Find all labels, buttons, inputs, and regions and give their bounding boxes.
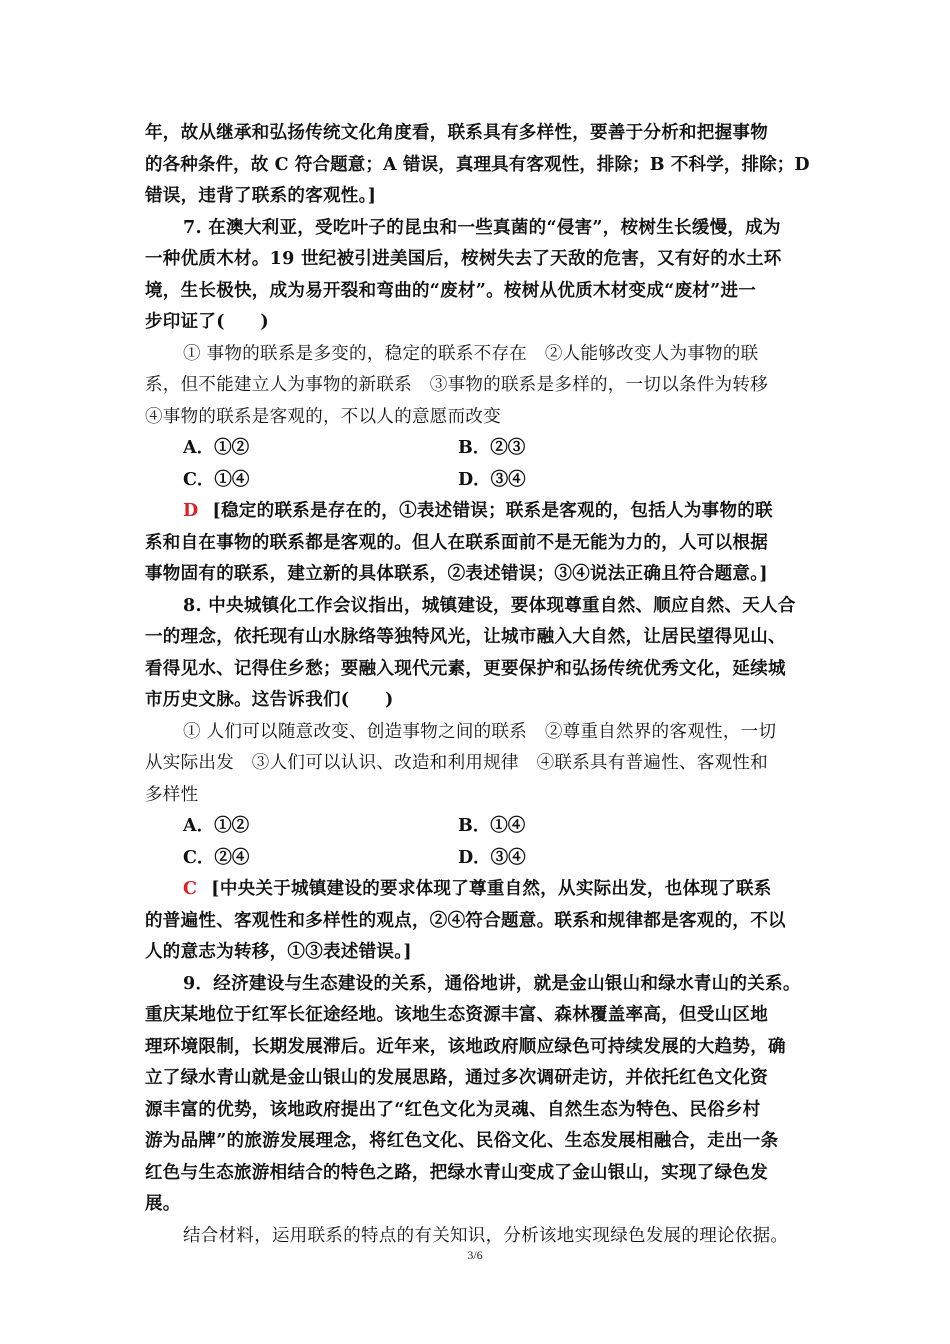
q7-stem-line: 步印证了( ) bbox=[145, 312, 269, 332]
q8-explanation-line bbox=[145, 874, 810, 906]
q8-option-c: C．②④ bbox=[183, 847, 250, 868]
q7-explanation-line: 系和自在事物的联系都是客观的。但人在联系面前不是无能为力的，人可以根据 bbox=[145, 532, 768, 553]
q9-stem-line: 红色与生态旅游相结合的特色之路，把绿水青山变成了金山银山，实现了绿色发 bbox=[145, 1162, 768, 1183]
q9-stem-line: 游为品牌”的旅游发展理念，将红色文化、民俗文化、生态发展相融合，走出一条 bbox=[145, 1131, 779, 1151]
q7-explanation-line bbox=[145, 496, 810, 528]
q8-stem-line: 看得见水、记得住乡愁；要融入现代元素，更要保护和弘扬传统优秀文化，延续城 bbox=[145, 658, 786, 679]
q7-statement-line: 系，但不能建立人为事物的新联系 ③事物的联系是多样的，一切以条件为转移 bbox=[145, 375, 768, 395]
q8-statement-line: 从实际出发 ③人们可以认识、改造和利用规律 ④联系具有普遍性、客观性和 bbox=[145, 753, 768, 773]
q7-option-a: A．①② bbox=[183, 438, 250, 458]
q8-explanation-line: 人的意志为转移，①③表述错误。] bbox=[145, 942, 412, 962]
q8-option-b: B．①④ bbox=[458, 816, 526, 836]
q8-options-row bbox=[145, 811, 810, 843]
q7-statement-line: ④事物的联系是客观的，不以人的意愿而改变 bbox=[145, 406, 501, 427]
q9-stem-line: 重庆某地位于红军长征途经地。该地生态资源丰富、森林覆盖率高，但受山区地 bbox=[145, 1005, 768, 1025]
q7-stem-line: 境，生长极快，成为易开裂和弯曲的“废材”。桉树从优质木材变成“废材”进一 bbox=[145, 280, 757, 301]
q7-option-d: D．③④ bbox=[458, 469, 526, 490]
q8-stem-line: 一的理念，依托现有山水脉络等独特风光，让城市融入大自然，让居民望得见山、 bbox=[145, 627, 786, 647]
q8-option-a: A．①② bbox=[183, 816, 250, 836]
q7-stem-line: 一种优质木材。19 世纪被引进美国后，桉树失去了天敌的危害，又有好的水土环 bbox=[145, 249, 782, 269]
q9-stem-line: 源丰富的优势，该地政府提出了“红色文化为灵魂、自然生态为特色、民俗乡村 bbox=[145, 1099, 761, 1120]
q8-option-d: D．③④ bbox=[458, 847, 526, 868]
q8-explanation-text: [中央关于城镇建设的要求体现了尊重自然，从实际出发，也体现了联系 bbox=[211, 879, 772, 899]
q7-explanation-text: [稳定的联系是存在的，①表述错误；联系是客观的，包括人为事物的联 bbox=[212, 501, 773, 521]
q9-stem-line: 展。 bbox=[145, 1194, 181, 1214]
q8-statement-line: ① 人们可以随意改变、创造事物之间的联系 ②尊重自然界的客观性，一切 bbox=[183, 721, 777, 742]
page-content bbox=[145, 118, 810, 1252]
q9-stem-line: 9．经济建设与生态建设的关系，通俗地讲，就是金山银山和绿水青山的关系。 bbox=[183, 973, 801, 994]
q8-answer: C bbox=[183, 879, 198, 899]
q7-option-b: B．②③ bbox=[458, 438, 526, 458]
q9-prompt: 结合材料，运用联系的特点的有关知识，分析该地实现绿色发展的理论依据。 bbox=[183, 1225, 789, 1246]
q7-options-row bbox=[145, 433, 810, 465]
q8-statement-line: 多样性 bbox=[145, 784, 199, 805]
prev-answer-line: 年，故从继承和弘扬传统文化角度看，联系具有多样性，要善于分析和把握事物 bbox=[145, 123, 768, 143]
prev-answer-line: 的各种条件，故 C 符合题意；A 错误，真理具有客观性，排除；B 不科学，排除；D bbox=[145, 154, 810, 175]
q9-stem-line: 理环境限制，长期发展滞后。近年来，该地政府顺应绿色可持续发展的大趋势，确 bbox=[145, 1036, 786, 1057]
q8-explanation-line: 的普遍性、客观性和多样性的观点，②④符合题意。联系和规律都是客观的，不以 bbox=[145, 910, 786, 931]
q8-stem-line: 市历史文脉。这告诉我们( ) bbox=[145, 690, 394, 710]
q7-explanation-line: 事物固有的联系，建立新的具体联系，②表述错误；③④说法正确且符合题意。] bbox=[145, 564, 768, 584]
q7-stem-line: 7. 在澳大利亚，受吃叶子的昆虫和一些真菌的“侵害”，桉树生长缓慢，成为 bbox=[183, 217, 781, 238]
q9-stem-line: 立了绿水青山就是金山银山的发展思路，通过多次调研走访，并依托红色文化资 bbox=[145, 1068, 768, 1088]
q7-answer: D bbox=[183, 501, 199, 521]
q8-options-row bbox=[145, 843, 810, 875]
q7-options-row bbox=[145, 465, 810, 497]
q7-option-c: C．①④ bbox=[183, 469, 250, 490]
page-number: 3/6 bbox=[467, 1248, 483, 1262]
q7-statement-line: ① 事物的联系是多变的，稳定的联系不存在 ②人能够改变人为事物的联 bbox=[183, 343, 759, 364]
prev-answer-line: 错误，违背了联系的客观性。] bbox=[145, 186, 377, 206]
q8-stem-line: 8. 中央城镇化工作会议指出，城镇建设，要体现尊重自然、顺应自然、天人合 bbox=[183, 595, 796, 616]
